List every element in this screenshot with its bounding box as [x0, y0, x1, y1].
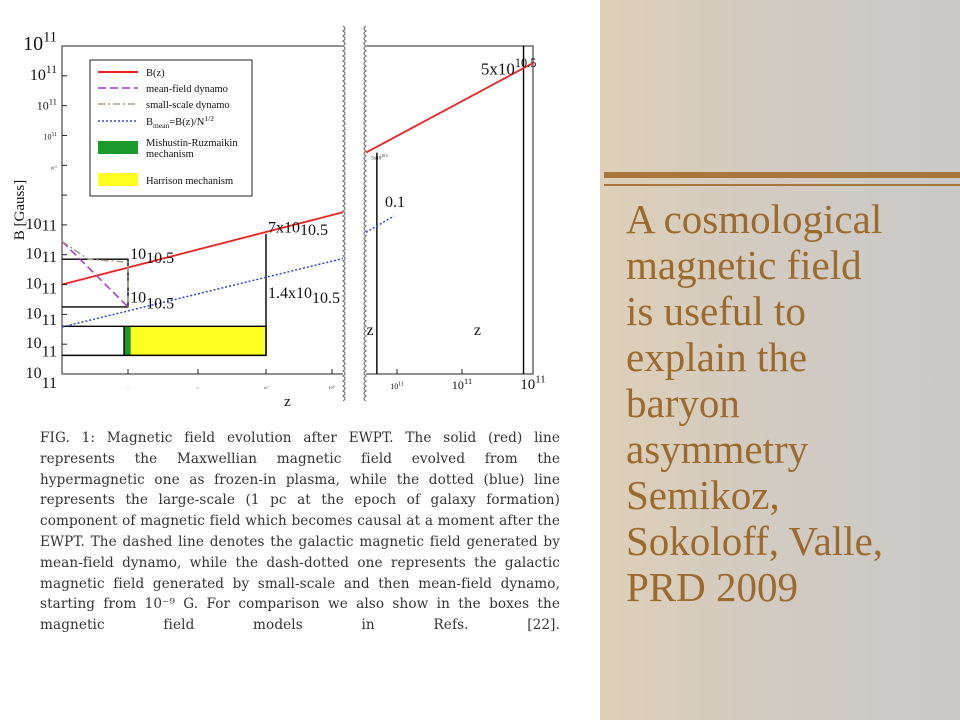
legend-label-2: small-scale dynamo [146, 100, 230, 111]
legend-label-4-line2: mechanism [146, 149, 194, 160]
annotation-6: $5x10^{10.5}$ [480, 56, 537, 79]
annotation-1: 1010.5 [130, 289, 175, 313]
annotation-8: z [473, 322, 481, 340]
legend-label-1: mean-field dynamo [146, 84, 228, 95]
annotation-7: z [366, 322, 374, 340]
legend-label-4: Mishustin-Ruzmaikin [146, 138, 238, 149]
annotation-3: 1.4x1010.5 [267, 284, 340, 308]
annotation-2: 7x1010.5 [267, 219, 328, 239]
x-tick-label-4: $10^{11}$ [328, 384, 336, 390]
x-axis-label: z [284, 394, 291, 410]
y-tick-label-4: $10^{11}$ [50, 164, 57, 171]
annotation-0: 1010.5 [130, 246, 175, 267]
x-tick-label-6: $10^{11}$ [451, 375, 473, 392]
x-tick-label-1: 10 [127, 389, 129, 390]
y-tick-label-1: $10^{11}$ [29, 64, 57, 84]
series-1-segment-0 [62, 241, 128, 307]
y-tick-label-11: 1011 [25, 365, 57, 393]
y-tick-label-2: $10^{11}$ [36, 96, 57, 113]
y-tick-label-9: 1011 [25, 305, 57, 330]
slide-body-text: A cosmological magnetic field is useful to explain the baryon asymmetry Semikoz, Sokoloff, Valle, PRD 2009 [626, 196, 884, 610]
y-tick-label-7: 1011 [25, 245, 57, 267]
y-tick-label-3: $10^{11}$ [43, 132, 57, 142]
legend-label-5: Harrison mechanism [146, 176, 234, 187]
annotation-5: 0.1 [385, 194, 405, 212]
dynamo-bracket [62, 259, 128, 307]
figure-caption: FIG. 1: Magnetic field evolution after EWPT. The solid (red) line represents the Maxwellian magnetic field evolved from the hypermagnetic one as frozen-in plasma, while the dotted (blue) line represents the large-scale (1 pc at the epoch of galaxy formation) component of magnetic field which becomes causal at a moment after the EWPT. The dashed line denotes the galactic magnetic field generated by mean-field dynamo, while the dash-dotted one represents the galactic magnetic field generated by small-scale and then mean-field dynamo, starting from 10⁻⁹ G. For comparison we also show in the boxes the magnetic field models in Refs. [22]. [40, 430, 560, 634]
y-tick-label-6: 1011 [25, 215, 57, 235]
axis-break-gap [343, 26, 366, 398]
annotation-4: $5x10^{10.5}$ [371, 154, 388, 162]
legend-swatch-4 [98, 141, 138, 154]
series-3-segment-1 [366, 216, 394, 232]
title-separator-thin-line [604, 184, 960, 186]
title-separator-line [604, 172, 960, 178]
y-tick-label-10: 1011 [25, 335, 57, 361]
x-tick-label-5: $10^{11}$ [390, 381, 404, 391]
x-tick-label-7: $10^{11}$ [520, 373, 546, 393]
mechanism-box-1 [131, 326, 266, 355]
legend-label-0: B(z) [146, 68, 165, 79]
y-tick-label-8: 1011 [25, 275, 57, 298]
mechanism-box-0 [124, 326, 131, 355]
legend-swatch-5 [98, 173, 138, 186]
legend-label-3: $B_{mean}=B(z)/N^{1/2}$ [146, 114, 214, 130]
magnetic-field-chart [0, 0, 600, 420]
y-axis-label: B [Gauss] [12, 179, 28, 241]
x-tick-label-2: $10^{11}$ [196, 388, 200, 390]
y-tick-label-0: $10^{11}$ [23, 29, 57, 55]
x-tick-label-3: $10^{11}$ [263, 386, 269, 390]
